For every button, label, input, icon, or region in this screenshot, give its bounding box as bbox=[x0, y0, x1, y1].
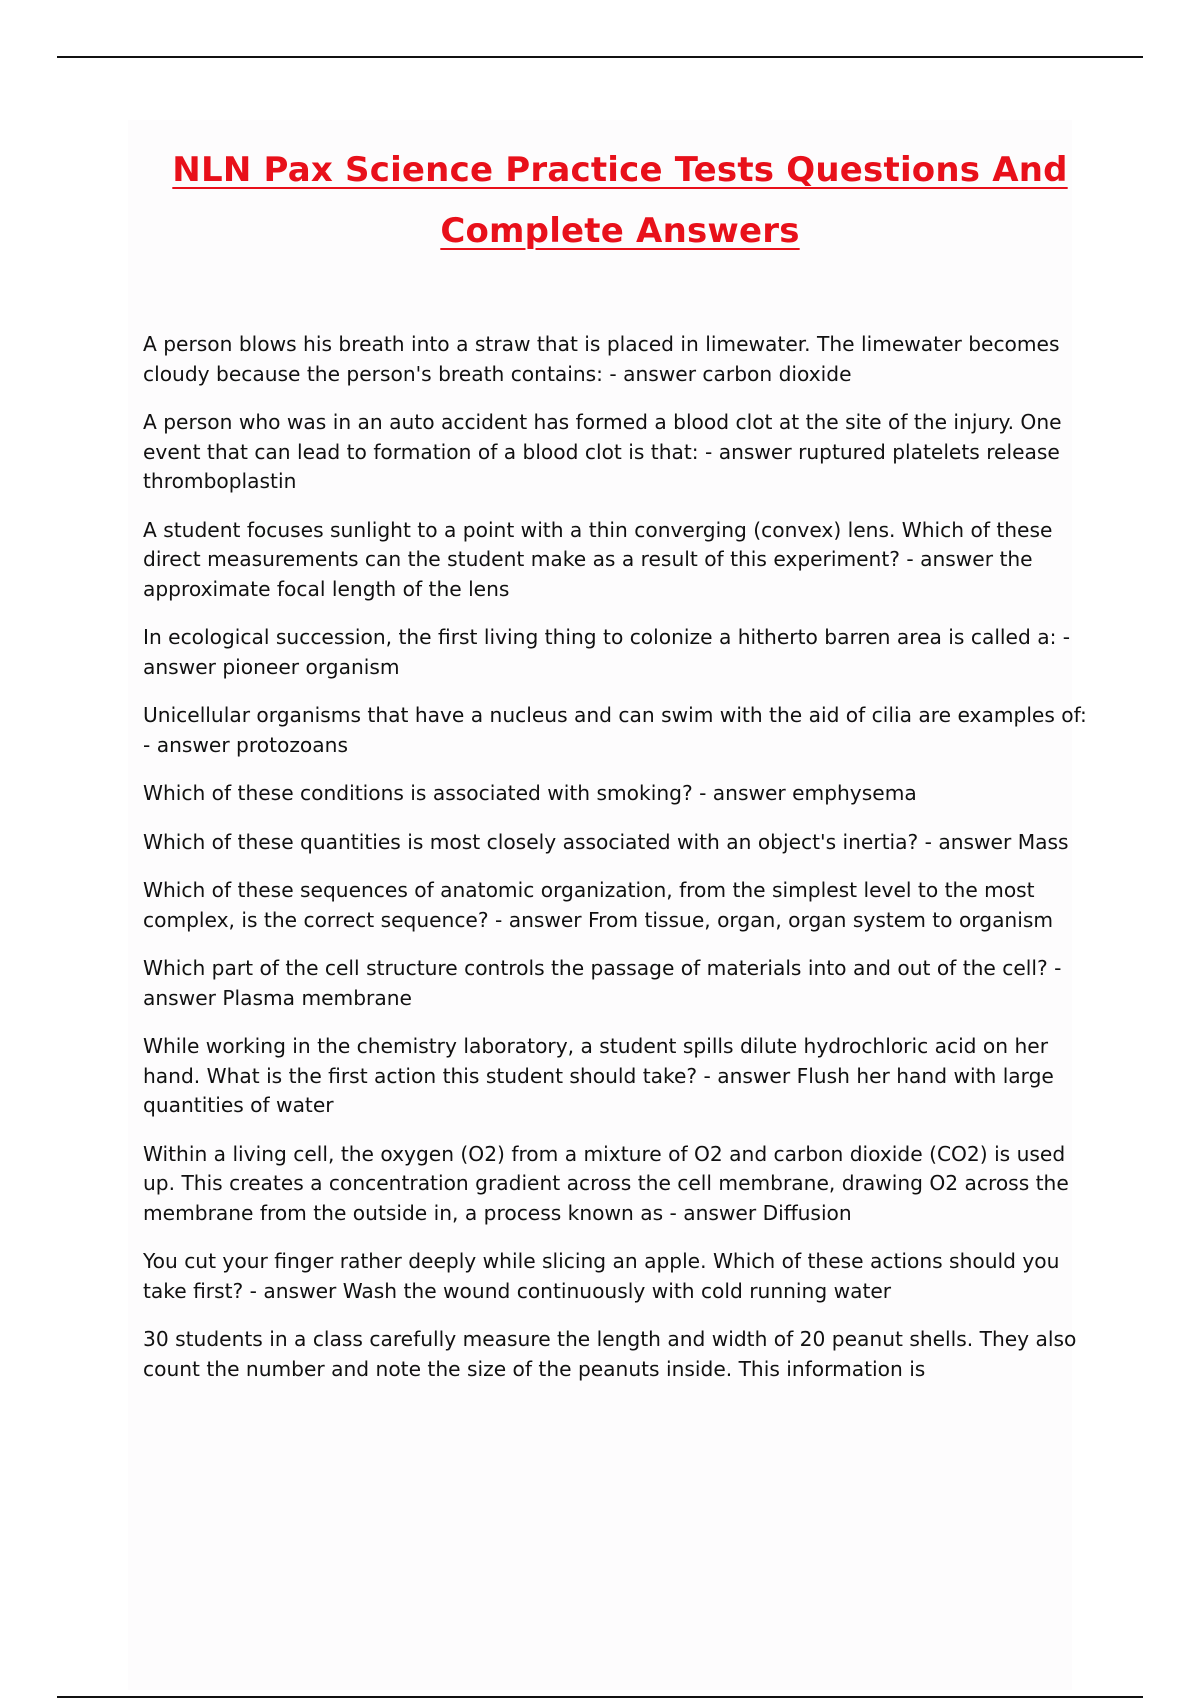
question-item: Within a living cell, the oxygen (O2) from a mixture of O2 and carbon dioxide (CO2) is used up. This creates a concentration gradient across the cell membrane, drawing O2 across the membrane from the outside in, a process known as - answer Diffusion bbox=[143, 1141, 1069, 1225]
question-item: A person blows his breath into a straw that is placed in limewater. The limewater becomes cloudy because the person's breath contains: - answer carbon dioxide bbox=[143, 332, 1060, 386]
header-rule bbox=[57, 56, 1143, 58]
question-item-truncated: 30 students in a class carefully measure the length and width of 20 peanut shells. They also count the number and note the size of the peanuts inside. This information is bbox=[143, 1327, 1077, 1381]
document-title: NLN Pax Science Practice Tests Questions And Complete Answers bbox=[172, 150, 1068, 251]
question-item: While working in the chemistry laboratory, a student spills dilute hydrochloric acid on her hand. What is the first action this student should take? - answer Flush her hand with large quantities of water bbox=[143, 1034, 1054, 1117]
question-item: A person who was in an auto accident has formed a blood clot at the site of the injury. One event that can lead to formation of a blood clot is that: - answer ruptured platelets release thromboplastin bbox=[143, 410, 1062, 493]
question-item: Which part of the cell structure controls the passage of materials into and out of the cell? - answer Plasma membrane bbox=[143, 956, 1062, 1010]
question-item: You cut your finger rather deeply while slicing an apple. Which of these actions should you take first? - answer Wash the wound continuously with cold running water bbox=[143, 1249, 1060, 1303]
question-item: Which of these conditions is associated with smoking? - answer emphysema bbox=[143, 781, 917, 805]
question-list bbox=[143, 330, 1093, 1403]
question-item: Which of these sequences of anatomic organization, from the simplest level to the most complex, is the correct sequence? - answer From tissue, organ, organ system to organism bbox=[143, 878, 1054, 932]
question-item: A student focuses sunlight to a point with a thin converging (convex) lens. Which of these direct measurements can the student make as a result of this experiment? - answer the approximate focal length of the lens bbox=[143, 517, 1053, 601]
question-item: Unicellular organisms that have a nucleus and can swim with the aid of cilia are examples of: - answer protozoans bbox=[143, 703, 1087, 757]
footer-rule bbox=[57, 1696, 1143, 1698]
question-item: In ecological succession, the first living thing to colonize a hitherto barren area is called a: - answer pioneer organism bbox=[143, 625, 1071, 679]
question-item: Which of these quantities is most closely associated with an object's inertia? - answer Mass bbox=[143, 829, 1069, 854]
